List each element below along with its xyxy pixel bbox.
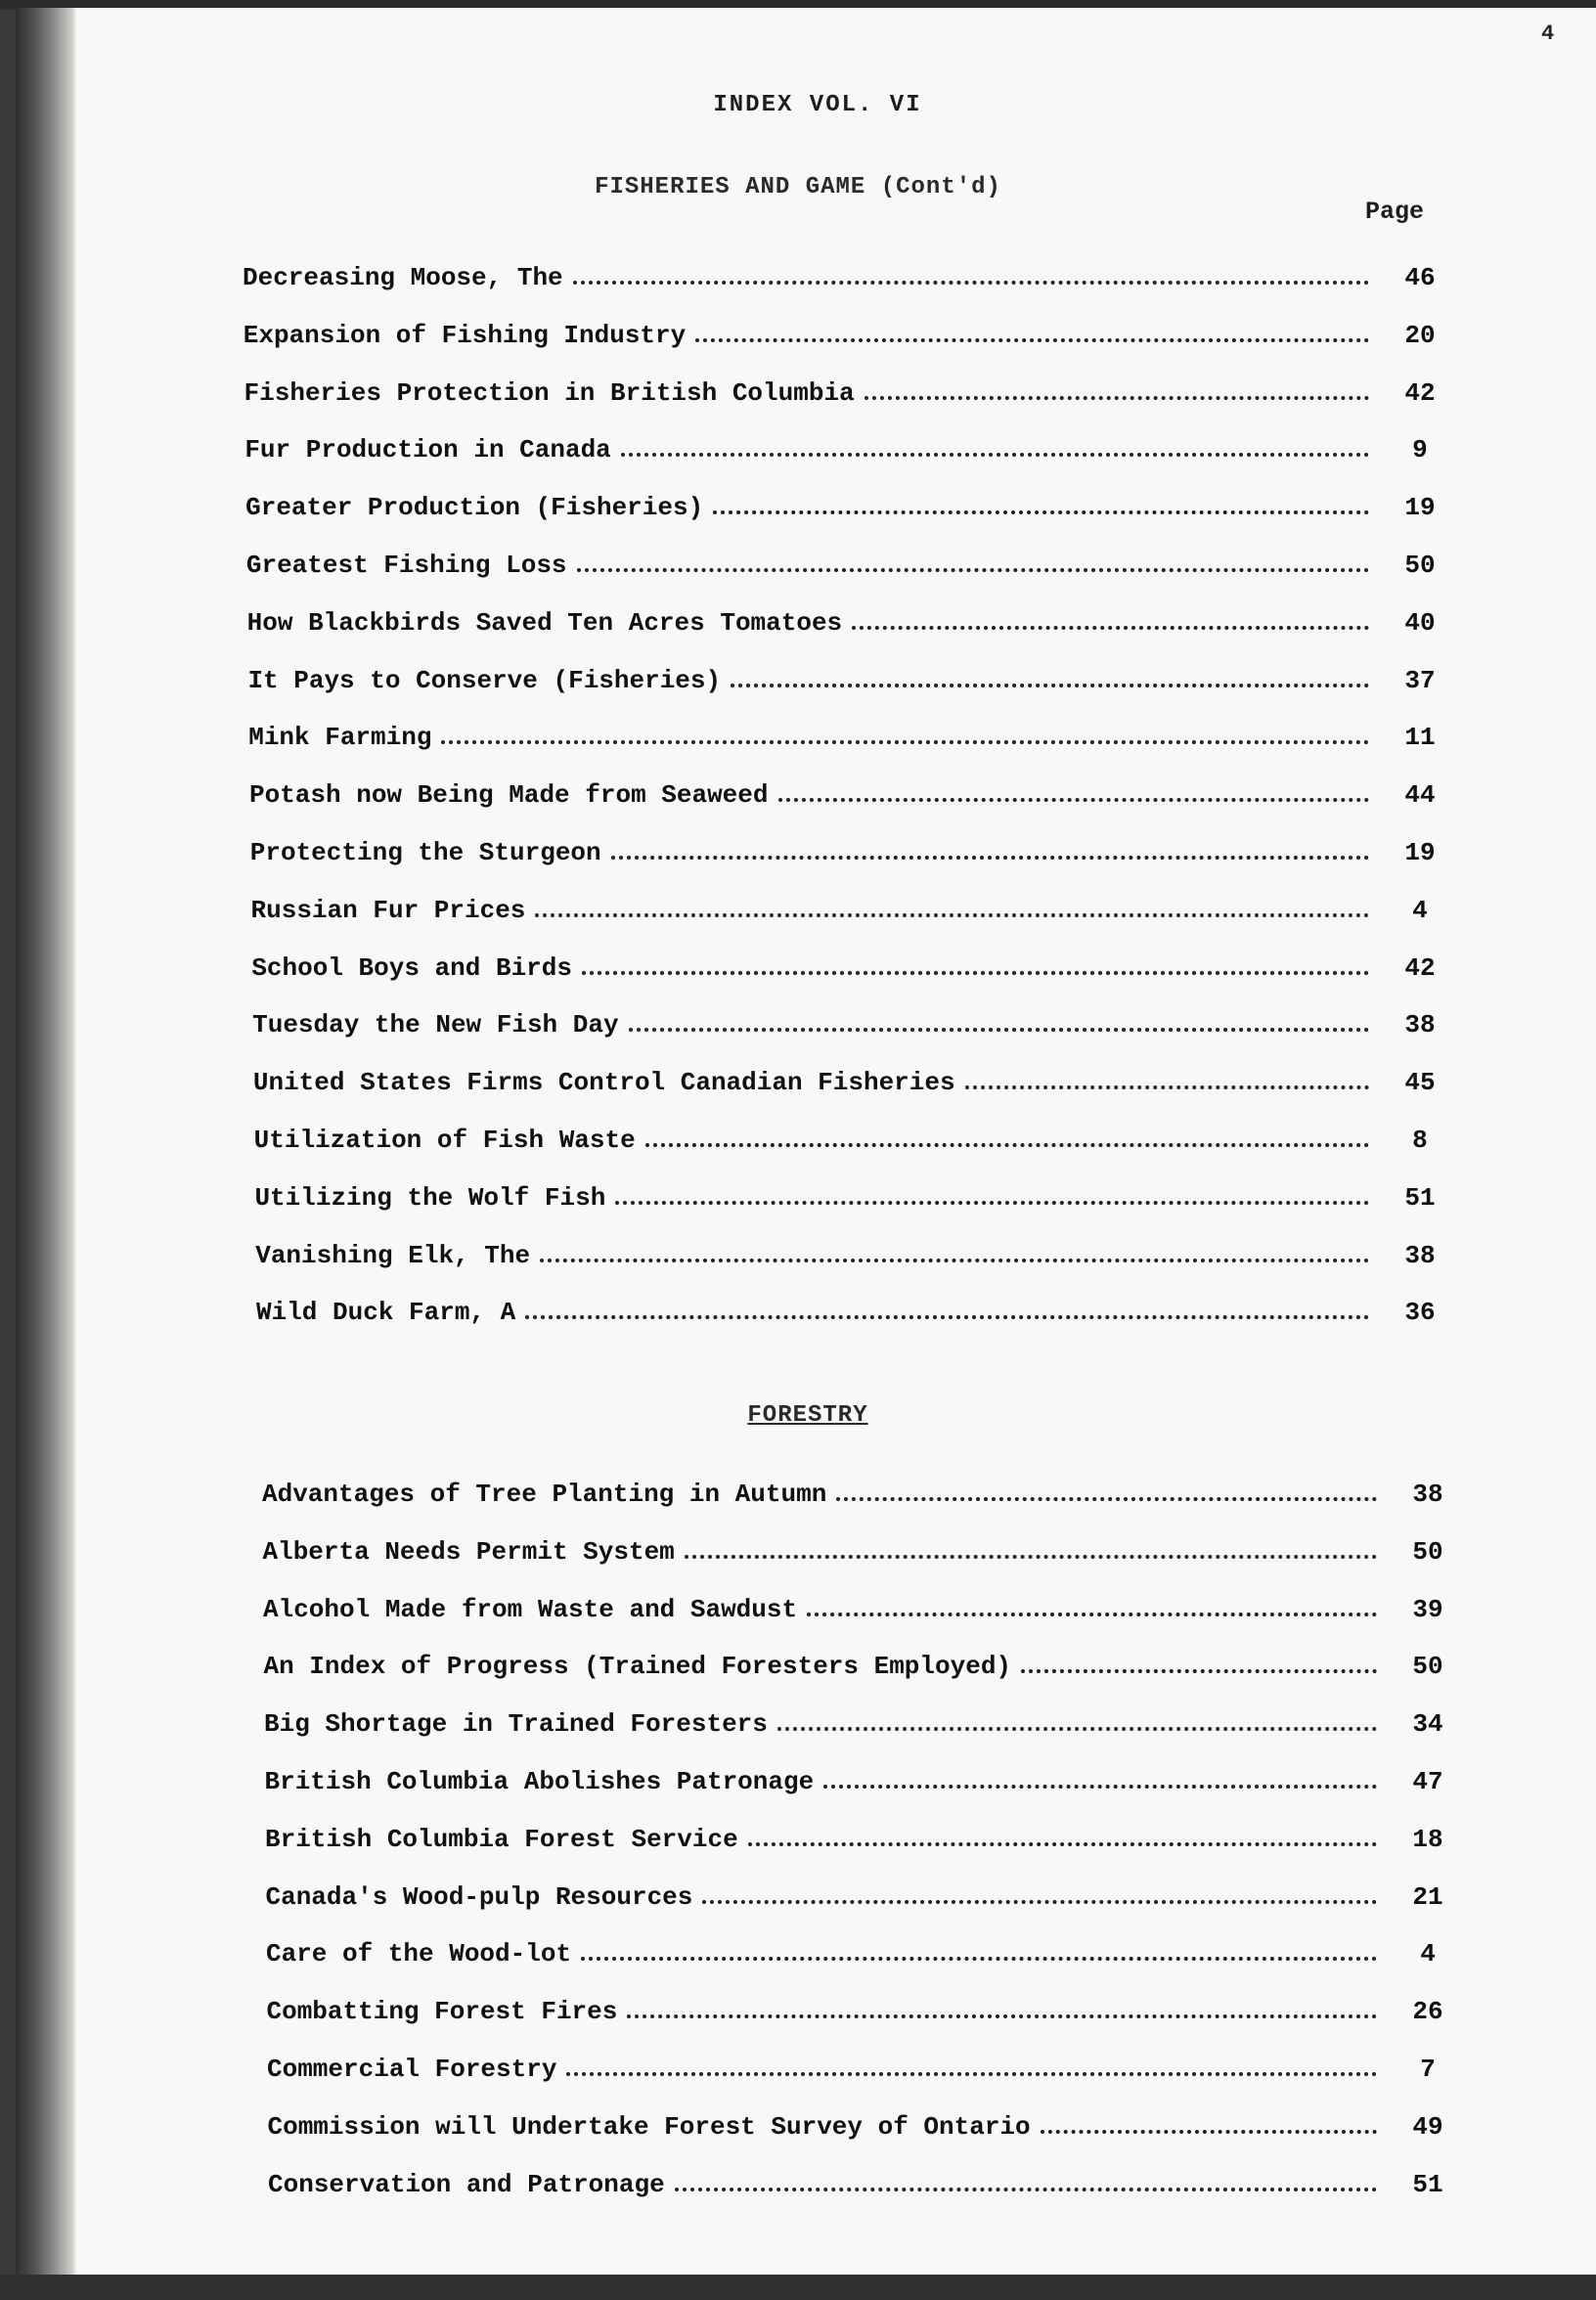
entry-page-number: 37: [1404, 665, 1436, 695]
entry-title: Russian Fur Prices: [250, 895, 526, 925]
dot-leader: [685, 1555, 1377, 1559]
dot-leader: [807, 1613, 1377, 1616]
dot-leader: [731, 684, 1369, 687]
index-entry: [264, 1706, 1457, 1742]
dot-leader: [713, 510, 1369, 514]
entry-title: Utilizing the Wolf Fish: [254, 1182, 606, 1213]
entry-title: Alberta Needs Permit System: [262, 1536, 675, 1567]
dot-leader: [615, 1201, 1369, 1205]
entry-title: Decreasing Moose, The: [243, 263, 563, 292]
entry-page-number: 8: [1412, 1126, 1428, 1155]
entry-title: Commission will Undertake Forest Survey of Ontario: [267, 2111, 1031, 2142]
index-entry: [251, 951, 1449, 986]
index-entry: [250, 835, 1449, 870]
dot-leader: [582, 971, 1369, 975]
dot-leader: [864, 396, 1369, 400]
index-entry: [265, 1822, 1457, 1857]
dot-leader: [778, 798, 1370, 802]
dot-leader: [748, 1842, 1377, 1846]
entry-page-number: 36: [1404, 1298, 1436, 1328]
entry-title: Greatest Fishing Loss: [245, 551, 567, 580]
index-entry: [251, 893, 1449, 928]
entry-page-number: 20: [1404, 320, 1436, 350]
entry-title: Tuesday the New Fish Day: [252, 1010, 619, 1040]
dot-leader: [695, 338, 1369, 342]
entry-title: Commercial Forestry: [267, 2055, 557, 2084]
entry-title: Combatting Forest Fires: [266, 1997, 618, 2027]
index-entry: [244, 376, 1449, 411]
index-entry: [263, 1592, 1457, 1627]
entry-page-number: 49: [1412, 2111, 1443, 2142]
index-title: INDEX VOL. VI: [713, 92, 922, 118]
dot-leader: [836, 1497, 1377, 1501]
dot-leader: [525, 1315, 1369, 1319]
dot-leader: [777, 1727, 1377, 1731]
entry-title: Advantages of Tree Planting in Autumn: [262, 1480, 827, 1509]
index-entry: [249, 777, 1449, 813]
index-entry: [265, 1764, 1458, 1799]
dot-leader: [540, 1259, 1369, 1262]
page-column-label: Page: [1365, 198, 1425, 226]
dot-leader: [581, 1957, 1377, 1961]
dot-leader: [566, 2072, 1377, 2076]
entry-page-number: 18: [1412, 1824, 1443, 1854]
entry-title: British Columbia Forest Service: [265, 1824, 738, 1854]
entry-title: British Columbia Abolishes Patronage: [264, 1767, 815, 1796]
entry-title: Wild Duck Farm, A: [256, 1298, 516, 1328]
entry-page-number: 19: [1404, 493, 1436, 523]
index-entry: [244, 318, 1449, 353]
entry-page-number: 7: [1420, 2055, 1436, 2084]
entry-title: Vanishing Elk, The: [255, 1240, 531, 1270]
entry-page-number: 45: [1404, 1068, 1436, 1098]
index-entry: [253, 1065, 1449, 1100]
index-entry: [243, 260, 1449, 295]
entry-page-number: 46: [1404, 263, 1436, 292]
dot-leader: [611, 856, 1369, 860]
index-entry: [262, 1477, 1457, 1512]
entry-page-number: 38: [1404, 1240, 1436, 1270]
entry-page-number: 38: [1404, 1010, 1436, 1040]
index-entry: [244, 432, 1449, 467]
document-page: [16, 8, 1596, 2275]
entry-page-number: 19: [1404, 838, 1436, 867]
entry-title: Big Shortage in Trained Foresters: [264, 1709, 768, 1740]
index-entry: [254, 1123, 1449, 1158]
index-entry: [252, 1007, 1449, 1042]
entry-page-number: 51: [1412, 2169, 1443, 2199]
dot-leader: [702, 1900, 1377, 1904]
scan-frame-bottom: [0, 2275, 1596, 2300]
entry-title: Potash now Being Made from Seaweed: [249, 780, 769, 811]
index-entry: [266, 1880, 1458, 1915]
index-entry: [263, 1534, 1458, 1570]
entry-page-number: 39: [1412, 1594, 1443, 1624]
index-entry: [248, 720, 1449, 755]
page-binding-edge: [16, 8, 76, 2275]
dot-leader: [1041, 2130, 1377, 2134]
entry-page-number: 50: [1412, 1652, 1443, 1682]
entry-title: Protecting the Sturgeon: [249, 838, 601, 867]
index-entry: [266, 1936, 1457, 1971]
entry-title: Utilization of Fish Waste: [253, 1126, 636, 1155]
dot-leader: [1021, 1669, 1377, 1673]
index-entry: [267, 1994, 1458, 2029]
dot-leader: [629, 1028, 1369, 1032]
dot-leader: [627, 2014, 1377, 2018]
entry-page-number: 9: [1412, 435, 1428, 465]
entry-title: It Pays to Conserve (Fisheries): [247, 665, 722, 695]
dot-leader: [621, 453, 1369, 457]
entry-page-number: 21: [1412, 1881, 1443, 1912]
page-number: 4: [1541, 22, 1555, 46]
index-entry: [247, 663, 1449, 698]
index-entry: [254, 1180, 1449, 1216]
entry-page-number: 26: [1412, 1997, 1443, 2027]
index-entry: [245, 490, 1449, 525]
dot-leader: [573, 281, 1369, 285]
dot-leader: [535, 913, 1369, 917]
entry-page-number: 42: [1404, 952, 1436, 983]
dot-leader: [645, 1143, 1369, 1147]
entry-page-number: 51: [1404, 1182, 1436, 1213]
entry-page-number: 40: [1404, 607, 1436, 638]
entry-title: Fur Production in Canada: [244, 435, 611, 465]
entry-title: Conservation and Patronage: [268, 2169, 665, 2199]
entry-title: How Blackbirds Saved Ten Acres Tomatoes: [246, 607, 843, 638]
entry-title: Fisheries Protection in British Columbia: [244, 377, 855, 408]
entry-page-number: 38: [1412, 1480, 1443, 1509]
entry-title: Mink Farming: [248, 723, 432, 753]
entry-title: Care of the Wood-lot: [266, 1939, 572, 1969]
entry-page-number: 42: [1404, 377, 1436, 408]
entry-page-number: 34: [1412, 1709, 1443, 1740]
entry-title: United States Firms Control Canadian Fisheries: [252, 1068, 955, 1098]
index-entry: [268, 2167, 1457, 2202]
entry-page-number: 47: [1412, 1767, 1443, 1796]
dot-leader: [965, 1085, 1369, 1089]
entry-title: School Boys and Birds: [251, 952, 572, 983]
entry-title: Alcohol Made from Waste and Sawdust: [263, 1594, 798, 1624]
index-entry: [246, 548, 1449, 583]
section-heading-forestry: FORESTRY: [747, 1402, 868, 1429]
dot-leader: [577, 568, 1369, 572]
index-entry: [255, 1238, 1449, 1273]
dot-leader: [441, 740, 1369, 744]
entry-page-number: 50: [1412, 1536, 1443, 1567]
index-entry: [267, 2052, 1457, 2087]
index-entry: [256, 1295, 1449, 1330]
entry-title: Canada's Wood-pulp Resources: [265, 1881, 693, 1912]
entry-page-number: 4: [1420, 1939, 1436, 1969]
index-entry: [264, 1649, 1458, 1684]
entry-page-number: 50: [1404, 551, 1436, 580]
entry-title: An Index of Progress (Trained Foresters Employed): [263, 1652, 1012, 1682]
section-heading-fisheries: FISHERIES AND GAME (Cont'd): [595, 174, 1001, 200]
entry-title: Expansion of Fishing Industry: [243, 320, 687, 350]
dot-leader: [823, 1785, 1377, 1789]
dot-leader: [675, 2188, 1377, 2191]
index-entry: [268, 2109, 1458, 2145]
entry-title: Greater Production (Fisheries): [245, 493, 704, 523]
entry-page-number: 44: [1404, 780, 1436, 811]
dot-leader: [852, 626, 1369, 630]
index-entry: [247, 605, 1449, 641]
entry-page-number: 4: [1412, 895, 1428, 925]
entry-page-number: 11: [1404, 723, 1436, 753]
